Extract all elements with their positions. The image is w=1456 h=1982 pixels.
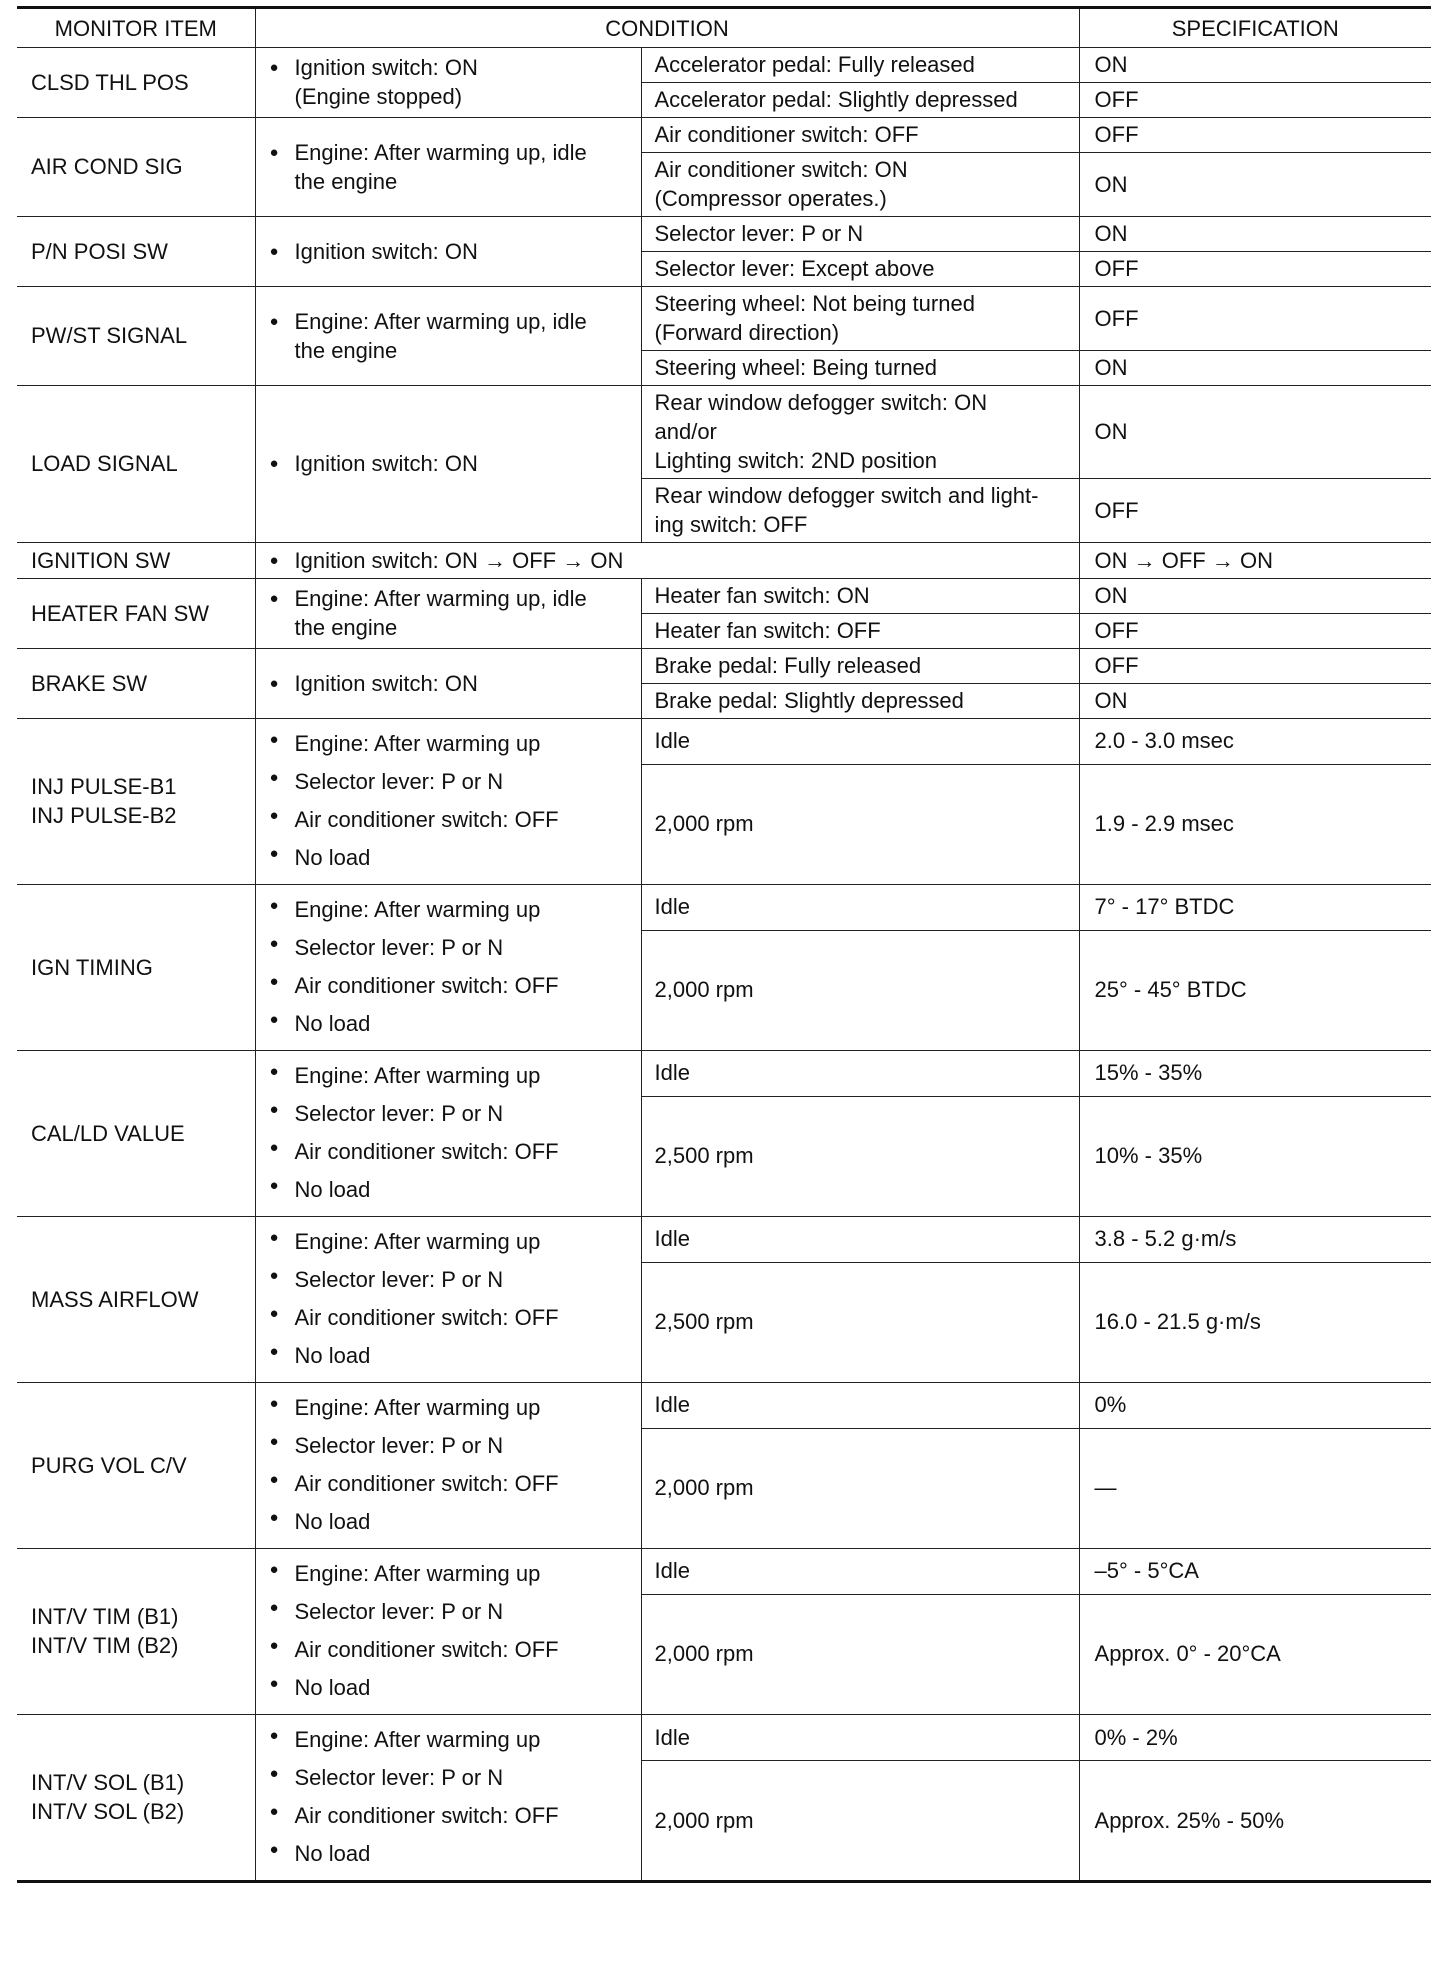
condition-bullet: ● Ignition switch: ON <box>270 237 627 266</box>
header-specification: SPECIFICATION <box>1079 8 1431 48</box>
table-row <box>17 48 1431 83</box>
condition-bullet: ● No load <box>270 1337 627 1375</box>
condition-bullet: ● Engine: After warming up, idle the engine <box>270 138 627 196</box>
monitor-item-cell <box>17 1051 255 1217</box>
condition-bullet: ● Engine: After warming up <box>270 1555 627 1593</box>
table-body <box>17 48 1431 1882</box>
condition-list <box>270 669 627 698</box>
condition-cell <box>255 719 641 885</box>
condition-bullet: ● Selector lever: P or N <box>270 929 627 967</box>
monitor-item-cell <box>17 719 255 885</box>
condition-detail-cell: Idle <box>641 1549 1079 1595</box>
table-row <box>17 885 1431 931</box>
condition-detail-cell: Rear window defogger switch: ON and/or Lighting switch: 2ND position <box>641 386 1079 479</box>
condition-bullet: ● Ignition switch: ON <box>270 669 627 698</box>
monitor-item-name: IGN TIMING <box>31 954 153 980</box>
condition-cell <box>255 1217 641 1383</box>
monitor-item-name: INT/V TIM (B2) <box>31 1633 179 1658</box>
condition-bullet: ● Air conditioner switch: OFF <box>270 967 627 1005</box>
header-monitor-item: MONITOR ITEM <box>17 8 255 48</box>
condition-detail-cell: Selector lever: Except above <box>641 252 1079 287</box>
condition-bullet: ● No load <box>270 1835 627 1873</box>
condition-bullet: ● Air conditioner switch: OFF <box>270 1631 627 1669</box>
condition-bullet: ● Air conditioner switch: OFF <box>270 1797 627 1835</box>
specification-cell: OFF <box>1079 649 1431 684</box>
specification-cell: ON <box>1079 153 1431 217</box>
condition-bullet: ● Ignition switch: ON (Engine stopped) <box>270 53 627 111</box>
condition-detail-cell: Idle <box>641 1383 1079 1429</box>
monitor-item-name: PURG VOL C/V <box>31 1452 187 1478</box>
specification-cell: ON <box>1079 684 1431 719</box>
condition-cell <box>255 386 641 543</box>
condition-detail-cell: Rear window defogger switch and light- ing switch: OFF <box>641 479 1079 543</box>
condition-list <box>270 1555 627 1707</box>
condition-list <box>270 584 627 642</box>
monitor-item-cell <box>17 649 255 719</box>
condition-cell <box>255 118 641 217</box>
condition-detail-cell: Accelerator pedal: Fully released <box>641 48 1079 83</box>
condition-cell <box>255 885 641 1051</box>
table-row <box>17 1549 1431 1595</box>
condition-detail-cell: Idle <box>641 1715 1079 1761</box>
table-row <box>17 1217 1431 1263</box>
condition-list <box>270 725 627 877</box>
table-row <box>17 217 1431 252</box>
specification-cell: 3.8 - 5.2 g·m/s <box>1079 1217 1431 1263</box>
condition-bullet: ● Engine: After warming up <box>270 891 627 929</box>
condition-detail-cell: 2,000 rpm <box>641 930 1079 1050</box>
specification-cell: OFF <box>1079 118 1431 153</box>
monitor-item-name: CAL/LD VALUE <box>31 1120 185 1146</box>
specification-cell: 1.9 - 2.9 msec <box>1079 764 1431 884</box>
condition-bullet: ● Engine: After warming up <box>270 1057 627 1095</box>
monitor-item-name: PW/ST SIGNAL <box>31 323 188 348</box>
table-row <box>17 1383 1431 1429</box>
condition-cell <box>255 543 1079 579</box>
condition-bullet: ● Engine: After warming up, idle the engine <box>270 584 627 642</box>
condition-detail-cell: Idle <box>641 719 1079 765</box>
condition-detail-cell: Accelerator pedal: Slightly depressed <box>641 83 1079 118</box>
condition-detail-cell: Brake pedal: Slightly depressed <box>641 684 1079 719</box>
monitor-item-name: IGNITION SW <box>31 547 171 573</box>
monitor-item-name: MASS AIRFLOW <box>31 1286 199 1312</box>
specification-cell: OFF <box>1079 287 1431 351</box>
specification-cell: — <box>1079 1428 1431 1548</box>
condition-detail-cell: Air conditioner switch: OFF <box>641 118 1079 153</box>
monitor-item-cell <box>17 287 255 386</box>
condition-detail-cell: Steering wheel: Being turned <box>641 351 1079 386</box>
specification-cell: 0% - 2% <box>1079 1715 1431 1761</box>
condition-list <box>270 307 627 365</box>
monitor-item-cell <box>17 1549 255 1715</box>
monitor-item-cell <box>17 543 255 579</box>
table-row <box>17 719 1431 765</box>
condition-detail-cell: Heater fan switch: OFF <box>641 614 1079 649</box>
monitor-item-name: INT/V SOL (B2) <box>31 1799 185 1824</box>
monitor-item-name: INT/V SOL (B1) <box>31 1770 185 1795</box>
specification-cell: Approx. 25% - 50% <box>1079 1761 1431 1882</box>
condition-detail-cell: Selector lever: P or N <box>641 217 1079 252</box>
condition-list <box>270 237 627 266</box>
specification-cell: OFF <box>1079 252 1431 287</box>
table-row <box>17 649 1431 684</box>
specification-cell: 25° - 45° BTDC <box>1079 930 1431 1050</box>
table-row <box>17 287 1431 351</box>
condition-cell <box>255 1051 641 1217</box>
header-condition: CONDITION <box>255 8 1079 48</box>
condition-detail-cell: Idle <box>641 1051 1079 1097</box>
condition-bullet: ● Engine: After warming up <box>270 725 627 763</box>
monitor-specification-table <box>17 6 1431 1883</box>
condition-detail-cell: 2,000 rpm <box>641 1761 1079 1882</box>
condition-list <box>270 1389 627 1541</box>
monitor-item-cell <box>17 1383 255 1549</box>
condition-bullet: ● Selector lever: P or N <box>270 1759 627 1797</box>
condition-bullet: ● No load <box>270 839 627 877</box>
condition-bullet: ● Air conditioner switch: OFF <box>270 1133 627 1171</box>
table-row <box>17 543 1431 579</box>
monitor-item-cell <box>17 579 255 649</box>
table-row <box>17 579 1431 614</box>
specification-cell: 2.0 - 3.0 msec <box>1079 719 1431 765</box>
specification-cell: –5° - 5°CA <box>1079 1549 1431 1595</box>
monitor-item-cell <box>17 118 255 217</box>
specification-cell: ON <box>1079 579 1431 614</box>
specification-cell: OFF <box>1079 83 1431 118</box>
monitor-item-name: CLSD THL POS <box>31 69 189 95</box>
condition-detail-cell: Steering wheel: Not being turned (Forward direction) <box>641 287 1079 351</box>
condition-cell <box>255 217 641 287</box>
specification-cell: OFF <box>1079 614 1431 649</box>
condition-cell <box>255 579 641 649</box>
specification-cell: ON <box>1079 351 1431 386</box>
specification-cell: ON <box>1079 217 1431 252</box>
condition-cell <box>255 1383 641 1549</box>
condition-detail-cell: 2,000 rpm <box>641 1594 1079 1714</box>
condition-bullet: ● No load <box>270 1171 627 1209</box>
condition-bullet: ● Selector lever: P or N <box>270 1427 627 1465</box>
condition-cell <box>255 1715 641 1882</box>
condition-bullet: ● Air conditioner switch: OFF <box>270 801 627 839</box>
condition-bullet: ● No load <box>270 1669 627 1707</box>
condition-detail-cell: Idle <box>641 1217 1079 1263</box>
table-row <box>17 1715 1431 1761</box>
condition-detail-cell: 2,000 rpm <box>641 764 1079 884</box>
condition-list <box>270 1057 627 1209</box>
condition-list <box>270 138 627 196</box>
condition-detail-cell: 2,500 rpm <box>641 1096 1079 1216</box>
monitor-item-name: LOAD SIGNAL <box>31 451 178 476</box>
condition-detail-cell: Heater fan switch: ON <box>641 579 1079 614</box>
condition-bullet: ● Selector lever: P or N <box>270 763 627 801</box>
specification-cell: 7° - 17° BTDC <box>1079 885 1431 931</box>
condition-bullet: ● Selector lever: P or N <box>270 1095 627 1133</box>
monitor-item-name: INJ PULSE-B1 <box>31 774 177 799</box>
monitor-item-cell <box>17 217 255 287</box>
condition-cell <box>255 48 641 118</box>
condition-bullet: ● Ignition switch: ON → OFF → ON <box>270 546 1065 575</box>
condition-bullet: ● Selector lever: P or N <box>270 1593 627 1631</box>
condition-bullet: ● Ignition switch: ON <box>270 449 627 478</box>
monitor-item-name: AIR COND SIG <box>31 154 183 179</box>
monitor-item-name: INJ PULSE-B2 <box>31 803 177 828</box>
condition-cell <box>255 649 641 719</box>
specification-cell: 16.0 - 21.5 g·m/s <box>1079 1262 1431 1382</box>
table-row <box>17 386 1431 479</box>
table-row <box>17 1051 1431 1097</box>
condition-bullet: ● Engine: After warming up <box>270 1389 627 1427</box>
condition-bullet: ● Selector lever: P or N <box>270 1261 627 1299</box>
condition-bullet: ● Engine: After warming up <box>270 1721 627 1759</box>
monitor-item-cell <box>17 1217 255 1383</box>
condition-bullet: ● No load <box>270 1503 627 1541</box>
monitor-item-cell <box>17 1715 255 1882</box>
table-header-row <box>17 8 1431 48</box>
specification-cell: ON <box>1079 48 1431 83</box>
condition-cell <box>255 1549 641 1715</box>
specification-cell: 15% - 35% <box>1079 1051 1431 1097</box>
monitor-item-cell <box>17 885 255 1051</box>
condition-detail-cell: Air conditioner switch: ON (Compressor operates.) <box>641 153 1079 217</box>
specification-cell: 0% <box>1079 1383 1431 1429</box>
specification-cell: 10% - 35% <box>1079 1096 1431 1216</box>
monitor-item-name: HEATER FAN SW <box>31 600 210 626</box>
condition-list <box>270 1223 627 1375</box>
condition-cell <box>255 287 641 386</box>
condition-bullet: ● Air conditioner switch: OFF <box>270 1299 627 1337</box>
condition-bullet: ● Engine: After warming up <box>270 1223 627 1261</box>
monitor-item-cell <box>17 386 255 543</box>
condition-list <box>270 53 627 111</box>
condition-detail-cell: 2,500 rpm <box>641 1262 1079 1382</box>
condition-bullet: ● Engine: After warming up, idle the engine <box>270 307 627 365</box>
specification-cell: OFF <box>1079 479 1431 543</box>
condition-bullet: ● Air conditioner switch: OFF <box>270 1465 627 1503</box>
document-page <box>17 6 1431 1883</box>
condition-detail-cell: Idle <box>641 885 1079 931</box>
condition-detail-cell: 2,000 rpm <box>641 1428 1079 1548</box>
monitor-item-cell <box>17 48 255 118</box>
monitor-item-name: BRAKE SW <box>31 670 148 696</box>
table-row <box>17 118 1431 153</box>
condition-list <box>270 1721 627 1873</box>
condition-detail-cell: Brake pedal: Fully released <box>641 649 1079 684</box>
specification-cell: Approx. 0° - 20°CA <box>1079 1594 1431 1714</box>
condition-list <box>270 449 627 478</box>
monitor-item-name: INT/V TIM (B1) <box>31 1604 179 1629</box>
specification-cell: ON → OFF → ON <box>1079 543 1431 579</box>
monitor-item-name: P/N POSI SW <box>31 238 168 264</box>
condition-bullet: ● No load <box>270 1005 627 1043</box>
condition-list <box>270 891 627 1043</box>
specification-cell: ON <box>1079 386 1431 479</box>
